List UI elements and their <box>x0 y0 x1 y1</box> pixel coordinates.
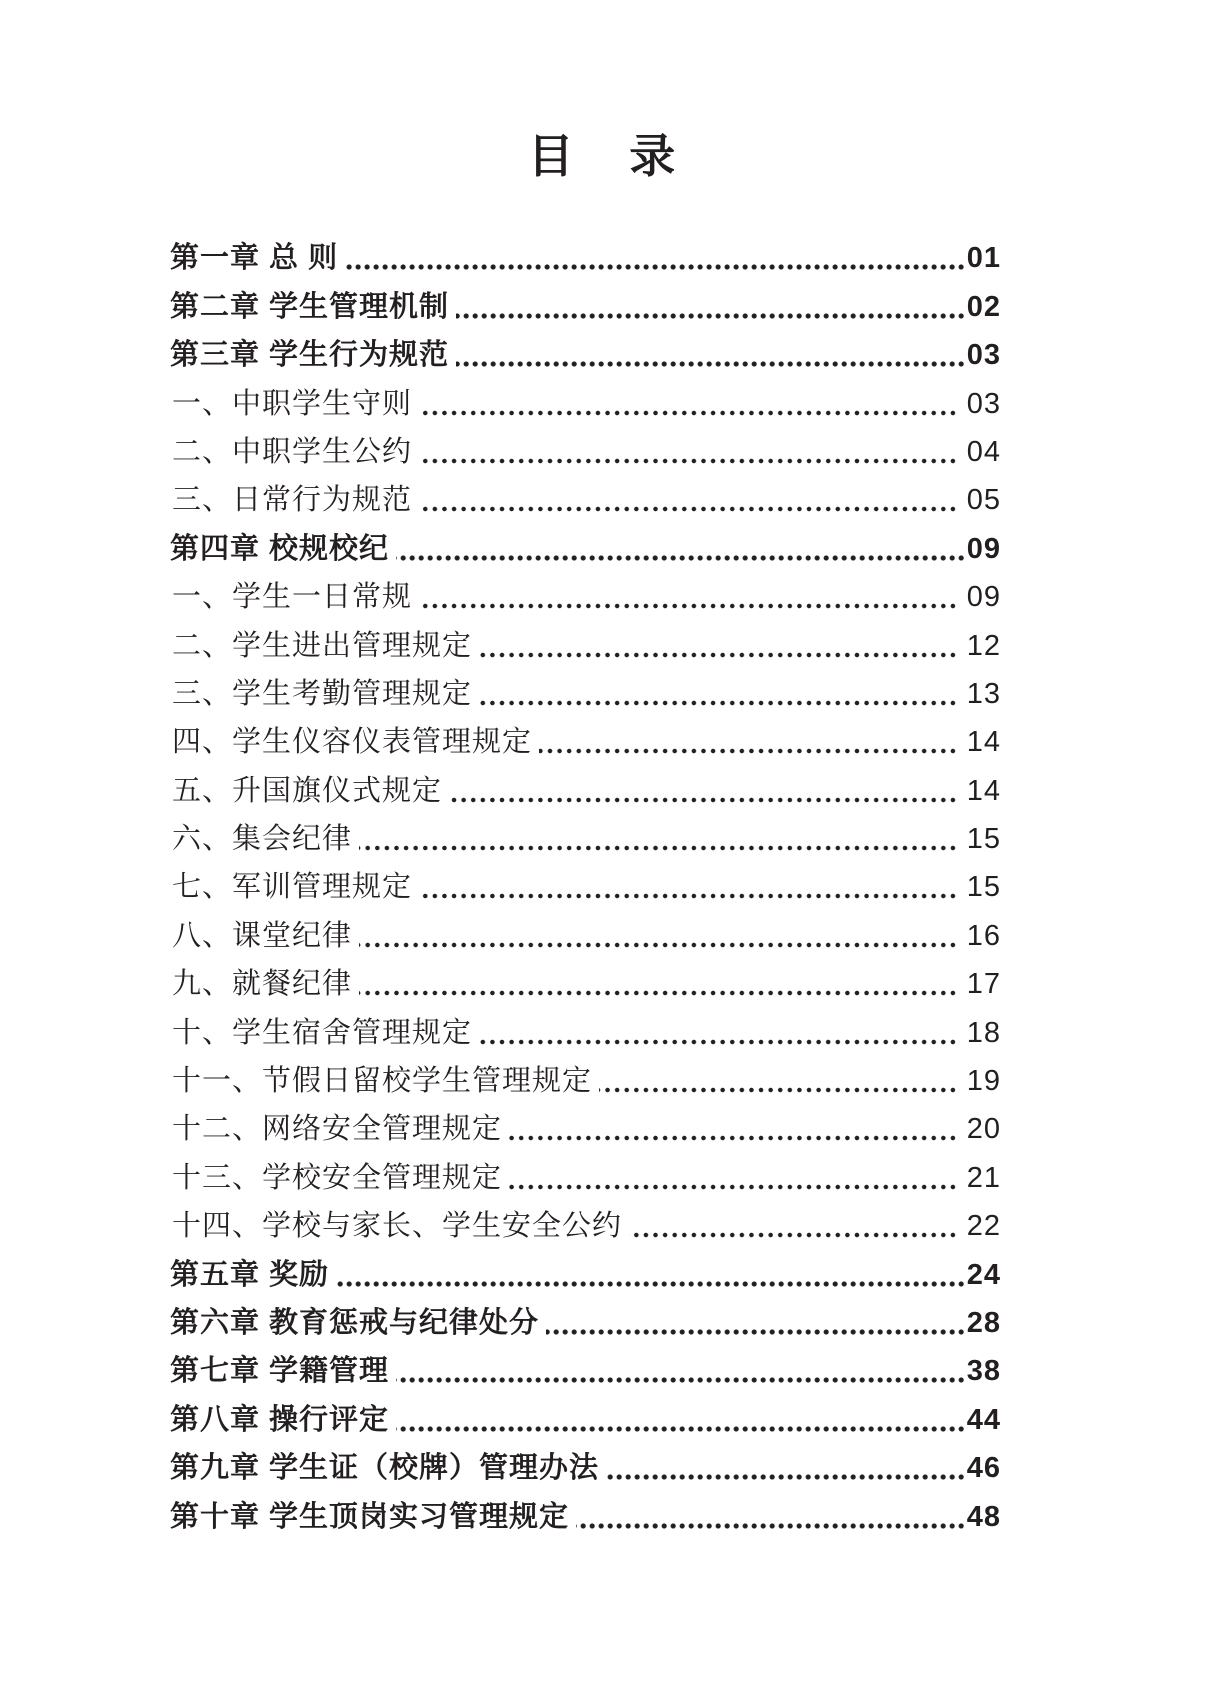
toc-entry[interactable] <box>170 669 1001 717</box>
toc-entry-label: 三、日常行为规范 <box>172 484 413 517</box>
toc-entry-label: 第四章 校规校纪 <box>170 532 390 565</box>
dot-leader <box>359 990 958 996</box>
toc-entry[interactable] <box>170 1394 1001 1442</box>
dot-leader <box>606 1474 966 1480</box>
dot-leader <box>629 1232 958 1238</box>
toc-entry[interactable] <box>170 1104 1001 1152</box>
dot-leader <box>449 797 958 803</box>
toc-entry-page: 03 <box>966 339 1001 372</box>
toc-entry-page: 16 <box>966 919 1001 952</box>
toc-entry-label: 十三、学校安全管理规定 <box>172 1161 503 1194</box>
dot-leader <box>359 942 958 948</box>
toc-entry-label: 三、学生考勤管理规定 <box>172 677 473 710</box>
toc-entry[interactable] <box>170 281 1001 329</box>
toc-entry-page: 19 <box>966 1065 1001 1098</box>
dot-leader <box>576 1523 966 1529</box>
toc-entry-page: 21 <box>966 1161 1001 1194</box>
page-title: 目 录 <box>527 130 686 182</box>
dot-leader <box>396 1426 966 1432</box>
toc-entry-label: 第十章 学生顶岗实习管理规定 <box>170 1500 570 1533</box>
toc-entry-label: 第三章 学生行为规范 <box>170 339 450 372</box>
toc-entry-label: 十四、学校与家长、学生安全公约 <box>172 1210 623 1243</box>
toc-entry-page: 24 <box>966 1258 1001 1291</box>
toc-entry-page: 05 <box>966 484 1001 517</box>
toc-entry[interactable] <box>170 475 1001 523</box>
toc-entry[interactable] <box>170 427 1001 475</box>
dot-leader <box>456 361 966 367</box>
dot-leader <box>509 1135 958 1141</box>
toc-entry-page: 46 <box>966 1452 1001 1485</box>
toc-entry-label: 第六章 教育惩戒与纪律处分 <box>170 1306 540 1339</box>
toc-entry-label: 第一章 总 则 <box>170 242 339 275</box>
toc-entry[interactable] <box>170 572 1001 620</box>
toc-list <box>170 233 1001 1540</box>
dot-leader <box>479 1039 958 1045</box>
toc-entry-label: 一、中职学生守则 <box>172 387 413 420</box>
toc-entry-label: 第七章 学籍管理 <box>170 1355 390 1388</box>
toc-entry[interactable] <box>170 1152 1001 1200</box>
toc-entry[interactable] <box>170 330 1001 378</box>
toc-entry[interactable] <box>170 959 1001 1007</box>
toc-entry-page: 22 <box>966 1210 1001 1243</box>
toc-entry-page: 13 <box>966 677 1001 710</box>
dot-leader <box>509 1184 958 1190</box>
toc-entry[interactable] <box>170 765 1001 813</box>
toc-entry-label: 六、集会纪律 <box>172 823 353 856</box>
toc-entry[interactable] <box>170 814 1001 862</box>
toc-entry-label: 九、就餐纪律 <box>172 968 353 1001</box>
toc-entry[interactable] <box>170 1491 1001 1539</box>
toc-entry-label: 第八章 操行评定 <box>170 1403 390 1436</box>
toc-entry-page: 44 <box>966 1403 1001 1436</box>
dot-leader <box>396 1377 966 1383</box>
toc-entry-page: 14 <box>966 774 1001 807</box>
toc-entry[interactable] <box>170 1201 1001 1249</box>
toc-entry-label: 八、课堂纪律 <box>172 919 353 952</box>
toc-entry-label: 第九章 学生证（校牌）管理办法 <box>170 1452 600 1485</box>
toc-entry[interactable] <box>170 620 1001 668</box>
dot-leader <box>419 893 958 899</box>
toc-entry-page: 14 <box>966 726 1001 759</box>
toc-entry-page: 15 <box>966 823 1001 856</box>
toc-entry[interactable] <box>170 1007 1001 1055</box>
toc-entry-page: 12 <box>966 629 1001 662</box>
toc-entry-label: 二、学生进出管理规定 <box>172 629 473 662</box>
toc-entry-page: 28 <box>966 1306 1001 1339</box>
toc-entry[interactable] <box>170 910 1001 958</box>
dot-leader <box>456 313 966 319</box>
toc-entry-label: 十一、节假日留校学生管理规定 <box>172 1065 593 1098</box>
toc-entry-page: 02 <box>966 290 1001 323</box>
toc-entry-label: 二、中职学生公约 <box>172 435 413 468</box>
toc-entry[interactable] <box>170 862 1001 910</box>
toc-entry-label: 十二、网络安全管理规定 <box>172 1113 503 1146</box>
dot-leader <box>359 845 958 851</box>
toc-entry[interactable] <box>170 233 1001 281</box>
dot-leader <box>345 264 966 270</box>
toc-entry-label: 五、升国旗仪式规定 <box>172 774 443 807</box>
toc-entry[interactable] <box>170 378 1001 426</box>
dot-leader <box>419 410 958 416</box>
toc-entry-page: 20 <box>966 1113 1001 1146</box>
toc-entry[interactable] <box>170 1249 1001 1297</box>
toc-entry-label: 一、学生一日常规 <box>172 581 413 614</box>
dot-leader <box>479 652 958 658</box>
toc-entry[interactable] <box>170 1443 1001 1491</box>
dot-leader <box>419 458 958 464</box>
toc-entry-page: 48 <box>966 1500 1001 1533</box>
toc-entry[interactable] <box>170 1056 1001 1104</box>
dot-leader <box>539 748 958 754</box>
dot-leader <box>419 506 958 512</box>
toc-entry-label: 十、学生宿舍管理规定 <box>172 1016 473 1049</box>
toc-entry-label: 第五章 奖励 <box>170 1258 330 1291</box>
toc-entry-page: 09 <box>966 581 1001 614</box>
toc-entry[interactable] <box>170 523 1001 571</box>
toc-entry-page: 03 <box>966 387 1001 420</box>
dot-leader <box>479 700 958 706</box>
toc-entry-page: 17 <box>966 968 1001 1001</box>
dot-leader <box>336 1281 966 1287</box>
toc-entry[interactable] <box>170 1346 1001 1394</box>
toc-entry-page: 01 <box>966 242 1001 275</box>
toc-entry-page: 18 <box>966 1016 1001 1049</box>
dot-leader <box>396 555 966 561</box>
toc-entry-label: 第二章 学生管理机制 <box>170 290 450 323</box>
dot-leader <box>546 1329 966 1335</box>
toc-entry-page: 04 <box>966 435 1001 468</box>
dot-leader <box>599 1087 958 1093</box>
toc-entry-page: 15 <box>966 871 1001 904</box>
toc-entry-page: 09 <box>966 532 1001 565</box>
toc-entry[interactable] <box>170 717 1001 765</box>
toc-entry-label: 四、学生仪容仪表管理规定 <box>172 726 533 759</box>
dot-leader <box>419 603 958 609</box>
toc-entry-page: 38 <box>966 1355 1001 1388</box>
toc-entry[interactable] <box>170 1298 1001 1346</box>
toc-entry-label: 七、军训管理规定 <box>172 871 413 904</box>
